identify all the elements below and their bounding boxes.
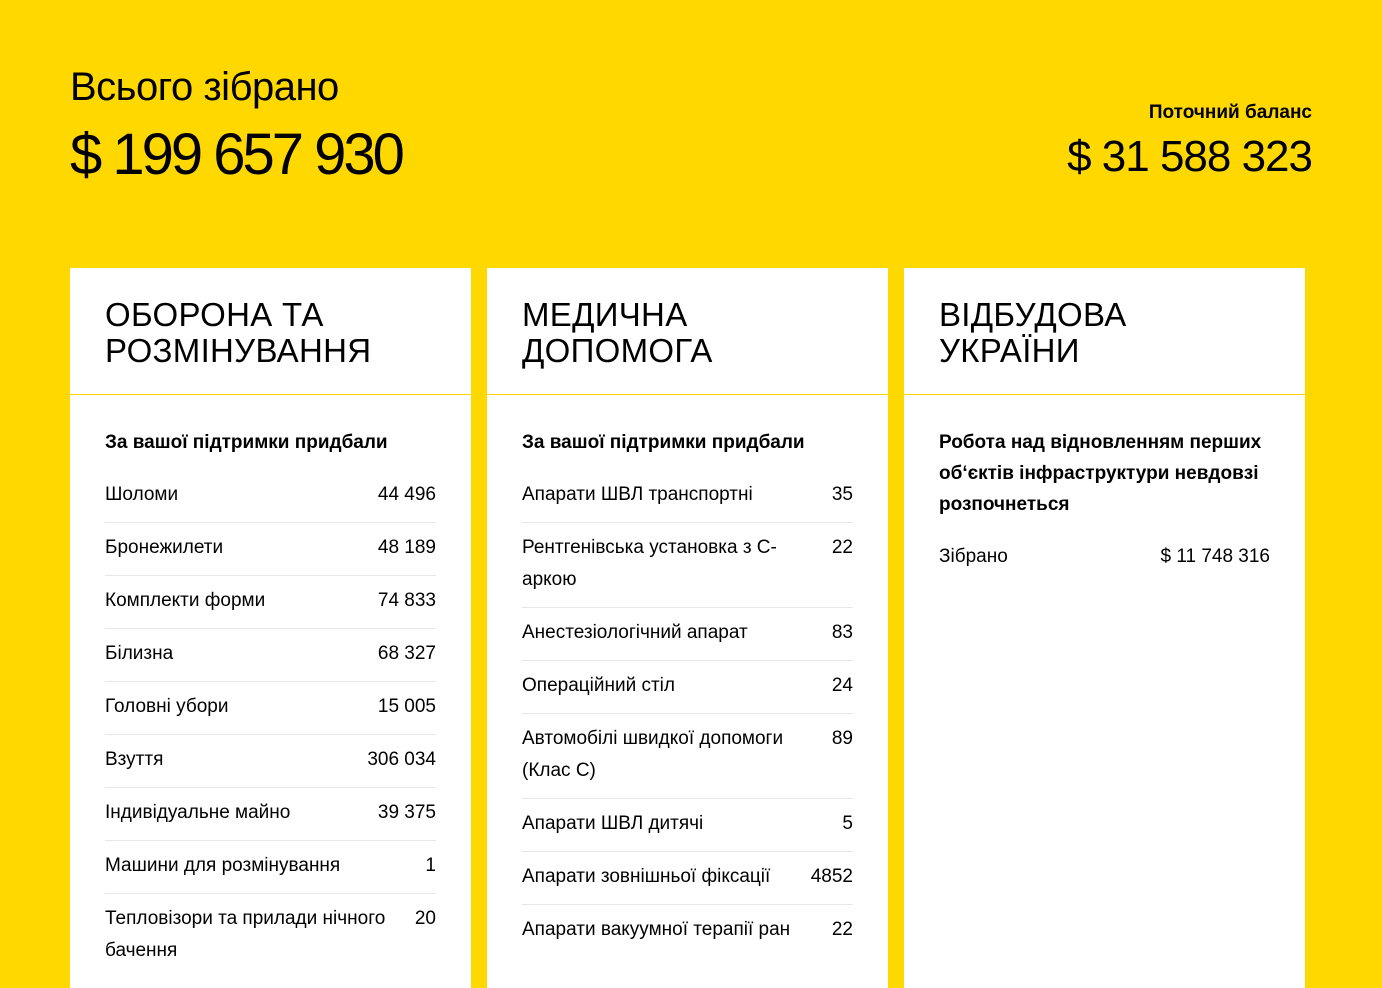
balance-label: Поточний баланс [1148, 102, 1312, 123]
card-header [904, 268, 1305, 395]
list-item [105, 629, 436, 682]
item-count: 83 [831, 622, 853, 643]
item-name: Зібрано [939, 546, 1008, 567]
total-label: Всього зібрано [70, 65, 339, 109]
item-count: 89 [831, 728, 853, 749]
item-count: 35 [831, 484, 853, 505]
list-item [522, 714, 853, 799]
item-count: 22 [831, 537, 853, 558]
list-item [522, 852, 853, 905]
item-count: 24 [831, 675, 853, 696]
item-count: 5 [842, 813, 853, 834]
purchased-list [522, 470, 853, 957]
collected-list [939, 532, 1270, 584]
card-defense [70, 268, 471, 988]
item-name: Шоломи [105, 484, 179, 505]
list-item [522, 523, 853, 608]
item-name: Індивідуальне майно [105, 802, 291, 823]
item-name: Взуття [105, 749, 164, 770]
card-subtitle: Робота над відновленням перших об‘єктів інфраструктури невдовзі розпочнеться [939, 432, 1262, 515]
card-title: ВІДБУДОВА УКРАЇНИ [939, 296, 1127, 369]
item-name: Комплекти форми [105, 590, 266, 611]
item-count: 48 189 [377, 537, 436, 558]
card-body [904, 395, 1305, 584]
current-balance [1067, 100, 1312, 183]
list-item [105, 735, 436, 788]
list-item [939, 532, 1270, 584]
item-count: 74 833 [377, 590, 436, 611]
item-name: Машини для розмінування [105, 855, 341, 876]
card-title: ОБОРОНА ТА РОЗМІНУВАННЯ [105, 296, 372, 369]
card-header [70, 268, 471, 395]
item-count: 1 [425, 855, 436, 876]
card-subtitle: За вашої підтримки придбали [522, 432, 805, 453]
item-name: Операційний стіл [522, 675, 675, 696]
item-name: Апарати ШВЛ транспортні [522, 484, 753, 505]
total-value: $ 199 657 930 [70, 122, 402, 187]
list-item [105, 841, 436, 894]
item-name: Тепловізори та прилади нічного бачення [105, 908, 386, 961]
card-subtitle: За вашої підтримки придбали [105, 432, 388, 453]
item-count: 306 034 [367, 749, 436, 770]
item-name: Апарати ШВЛ дитячі [522, 813, 704, 834]
item-count: 20 [414, 908, 436, 929]
item-count: 39 375 [377, 802, 436, 823]
list-item [105, 523, 436, 576]
list-item [105, 682, 436, 735]
item-count: 44 496 [377, 484, 436, 505]
item-count: 4852 [810, 866, 853, 887]
item-count: 22 [831, 919, 853, 940]
item-count: 15 005 [377, 696, 436, 717]
item-name: Анестезіологічний апарат [522, 622, 748, 643]
total-collected [70, 64, 402, 188]
item-name: Автомобілі швидкої допомоги (Клас С) [522, 728, 784, 781]
card-title: МЕДИЧНА ДОПОМОГА [522, 296, 713, 369]
item-amount: $ 11 748 316 [1160, 546, 1270, 567]
item-count: 68 327 [377, 643, 436, 664]
purchased-list [105, 470, 436, 978]
list-item [522, 799, 853, 852]
list-item [105, 894, 436, 978]
list-item [522, 470, 853, 523]
card-medical [487, 268, 888, 988]
list-item [105, 576, 436, 629]
card-header [487, 268, 888, 395]
card-rebuild [904, 268, 1305, 988]
item-name: Білизна [105, 643, 174, 664]
card-body [70, 395, 471, 978]
card-body [487, 395, 888, 957]
item-name: Апарати вакуумної терапії ран [522, 919, 791, 940]
list-item [522, 608, 853, 661]
item-name: Бронежилети [105, 537, 224, 558]
list-item [105, 788, 436, 841]
list-item [522, 905, 853, 957]
balance-value: $ 31 588 323 [1067, 132, 1312, 181]
item-name: Головні убори [105, 696, 229, 717]
item-name: Апарати зовнішньої фіксації [522, 866, 771, 887]
list-item [522, 661, 853, 714]
item-name: Рентгенівська установка з С-аркою [522, 537, 777, 590]
list-item [105, 470, 436, 523]
